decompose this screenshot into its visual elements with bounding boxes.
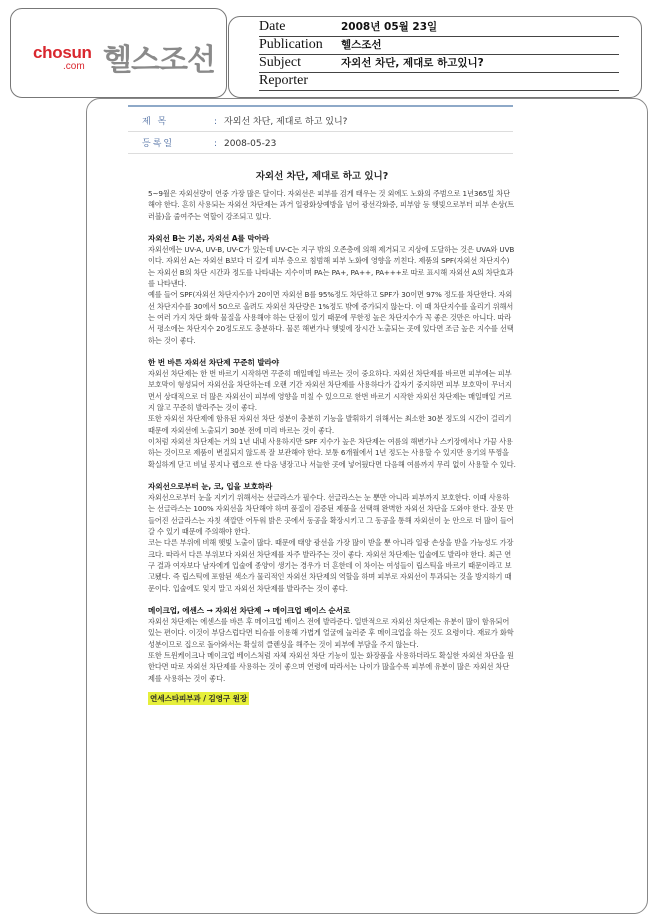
paragraph-gap (148, 346, 516, 357)
date-label: 등록일 (142, 139, 175, 149)
paragraph-gap (148, 594, 516, 605)
body-paragraph: 자외선으로부터 눈을 지키기 위해서는 선글라스가 필수다. 선글라스는 눈 뿐만 아니라 피부까지 보호한다. 이때 사용하는 선글라스는 100% 자외선을 차단해야 하며 품질이 검증된 제품을 선택해 완벽한 자외선 차단을 도와야 한다. 잘못 만들어진 선글라스는 자칫 색깔만 어두워 밝은 곳에서 동공을 확장시키고 그 동공을 통해 자외선이 눈 안으로 더 많이 들어갈 수 있기 때문에 주의해야 한다. (148, 493, 514, 537)
body-paragraph: 자외선 차단제는 에센스를 바른 후 메이크업 베이스 전에 발라준다. 일반적으로 자외선 차단제는 유분이 많이 함유되어 있는 편이다. 이것이 부담스럽다면 티슈를 이용해 가볍게 얼굴에 눌러준 후 메이크업을 하는 것도 요령이다. 재료가 화학 성분이므로 집으로 돌아와서는 확실히 클렌싱을 해주는 것이 피부에 부담을 주지 않는다. (148, 617, 514, 649)
meta-label: Subject (259, 55, 301, 70)
paragraph-gap (148, 470, 516, 481)
logo-wordmark: chosun (33, 43, 92, 62)
article-headline: 자외선 차단, 제대로 하고 있니? (255, 171, 389, 182)
meta-row-publication (259, 37, 619, 55)
section-heading: 메이크업, 에센스 → 자외선 차단제 → 메이크업 베이스 순서로 (148, 605, 351, 615)
meta-value: 자외선 차단, 제대로 하고있니? (341, 57, 484, 69)
body-paragraph: 예를 들어 SPF(자외선 차단지수)가 20이면 자외선 B를 95%정도 차단하고 SPF가 30이면 97% 정도를 차단한다. 자외선 차단지수를 30에서 50으로 올려도 자외선 차단량은 1%정도 밖에 증가되지 않는다. 이 때 차단지수를 올리기 위해서는 여러 가지 차단 화학 물질을 사용해야 하는 단점이 있기 때문에 무한정 높은 차단지수가 꼭 좋은 것만은 아니다. 따라서 평소에는 차단지수 20정도로도 충분하다. 물론 해변가나 햇빛에 장시간 노출되는 곳에 있다면 조금 높은 지수를 선택하는 것이 좋다. (148, 290, 514, 345)
paragraph-gap (148, 222, 516, 233)
field-divider (128, 131, 513, 132)
meta-row-subject (259, 55, 619, 73)
author-byline: 연세스타피부과 / 김영구 원장 (148, 692, 249, 705)
field-colon: : (214, 117, 218, 127)
meta-value: 2008년 05월 23일 (341, 21, 438, 33)
meta-info-box (228, 16, 642, 98)
meta-label: Date (259, 19, 286, 34)
field-colon: : (214, 139, 218, 149)
meta-label: Publication (259, 37, 323, 52)
article-body (148, 188, 516, 705)
date-value: 2008-05-23 (224, 139, 277, 149)
document-header (10, 8, 640, 98)
field-divider (128, 153, 513, 154)
body-paragraph: 이처럼 자외선 차단제는 거의 1년 내내 사용하지만 SPF 지수가 높은 차단제는 여름의 해변가나 스키장에서나 가끔 사용하는 것이므로 제품이 변질되지 않도록 잘 보관해야 한다. 보통 6개월에서 1년 정도는 사용할 수 있지만 용기의 뚜껑을 확실하게 닫고 비닐 봉지나 랩으로 싼 다음 냉장고나 서늘한 곳에 넣어뒀다면 다음해 여름까지 무리 없이 사용할 수 있다. (148, 436, 516, 469)
body-paragraph: 자외선에는 UV-A, UV-B, UV-C가 있는데 UV-C는 지구 밖의 오존층에 의해 제거되고 지상에 도달하는 것은 UVA와 UVB이다. 자외선 A는 자외선 B보다 더 깊게 피부 층으로 침범해 피부 노화에 영향을 끼친다. 제품의 SPF(자외선 차단지수)는 자외선 B의 차단 시간과 정도를 나타내는 지수이며 PA는 PA+, PA++, PA+++로 따로 표시해 자외선 A의 차단효과를 나타낸다. (148, 245, 515, 289)
section-heading: 자외선으로부터 눈, 코, 입을 보호하라 (148, 481, 273, 491)
title-value: 자외선 차단, 제대로 하고 있니? (224, 117, 348, 127)
section-heading: 자외선 B는 기본, 자외선 A를 막아라 (148, 233, 270, 243)
body-paragraph: 또한 자외선 차단제에 함유된 자외선 차단 성분이 충분히 기능을 발휘하기 위해서는 최소한 30분 정도의 시간이 걸리기 때문에 자외선에 노출되기 30분 전에 미리 바르는 것이 좋다. (148, 414, 512, 435)
publisher-logo (10, 8, 227, 98)
title-label: 제 목 (142, 117, 169, 127)
meta-row-date (259, 19, 619, 37)
meta-label: Reporter (259, 73, 308, 88)
meta-row-reporter (259, 73, 619, 91)
body-paragraph: 코는 다른 부위에 비해 햇빛 노출이 많다. 때문에 태양 광선을 가장 많이 받을 뿐 아니라 일광 손상을 받을 가능성도 가장 크다. 따라서 다른 부위보다 자외선 차단제를 자주 발라주는 것이 좋다. 자외선 차단제는 입술에도 발라야 한다. 최근 연구 결과 여자보다 남자에게 입술에 종양이 생기는 경우가 더 흔한데 이 차이는 여성들이 립스틱을 바르기 때문이라고 보고됐다. 즉 립스틱에 포함된 색소가 물리적인 자외선 차단제의 역할을 하며 피부로 자외선이 투과되는 것을 방지하기 때문이다. 입술에도 잊지 말고 자외선 차단제를 발라주는 것이 좋다. (148, 538, 514, 593)
logo-section-name: 헬스조선 (103, 43, 215, 78)
meta-value: 헬스조선 (341, 39, 382, 51)
logo-domain: .com (63, 61, 85, 72)
body-paragraph: 5~9월은 자외선량이 연중 가장 많은 달이다. 자외선은 피부를 검게 태우는 것 외에도 노화의 주범으로 1년365일 차단해야 한다. 흔히 사용되는 자외선 차단제는 과거 일광화상예방을 넘어 광선각화증, 피부암 등 햇빛으로부터 피부 손상(트러블)을 줄여주는 역할이 강조되고 있다. (148, 189, 515, 221)
top-rule (128, 105, 513, 107)
body-paragraph: 또한 트윈케이크나 메이크업 베이스처럼 자체 자외선 차단 기능이 있는 화장품을 사용하더라도 확실한 자외선 차단을 원한다면 따로 자외선 차단제를 사용하는 것이 좋으며 연령에 따라서는 나이가 많을수록 피부에 유분이 많은 자외선 차단제를 사용하는 것이 좋다. (148, 650, 514, 683)
body-paragraph: 자외선 차단제는 한 번 바르기 시작하면 꾸준히 매일매일 바르는 것이 중요하다. 자외선 차단제를 바르면 피부에는 피부 보호막이 형성되어 자외선을 차단하는데 오랜 기간 자외선 차단제를 사용하다가 갑자기 중지하면 피부 보호막이 무너지면서 상대적으로 더 많은 자외선이 피부에 영향을 미칠 수 있으므로 한번 바르기 시작한 자외선 차단제는 매일매일 거르지 않고 꾸준히 발라주는 것이 좋다. (148, 369, 512, 413)
section-heading: 한 번 바른 자외선 차단제 꾸준히 발라야 (148, 357, 280, 367)
